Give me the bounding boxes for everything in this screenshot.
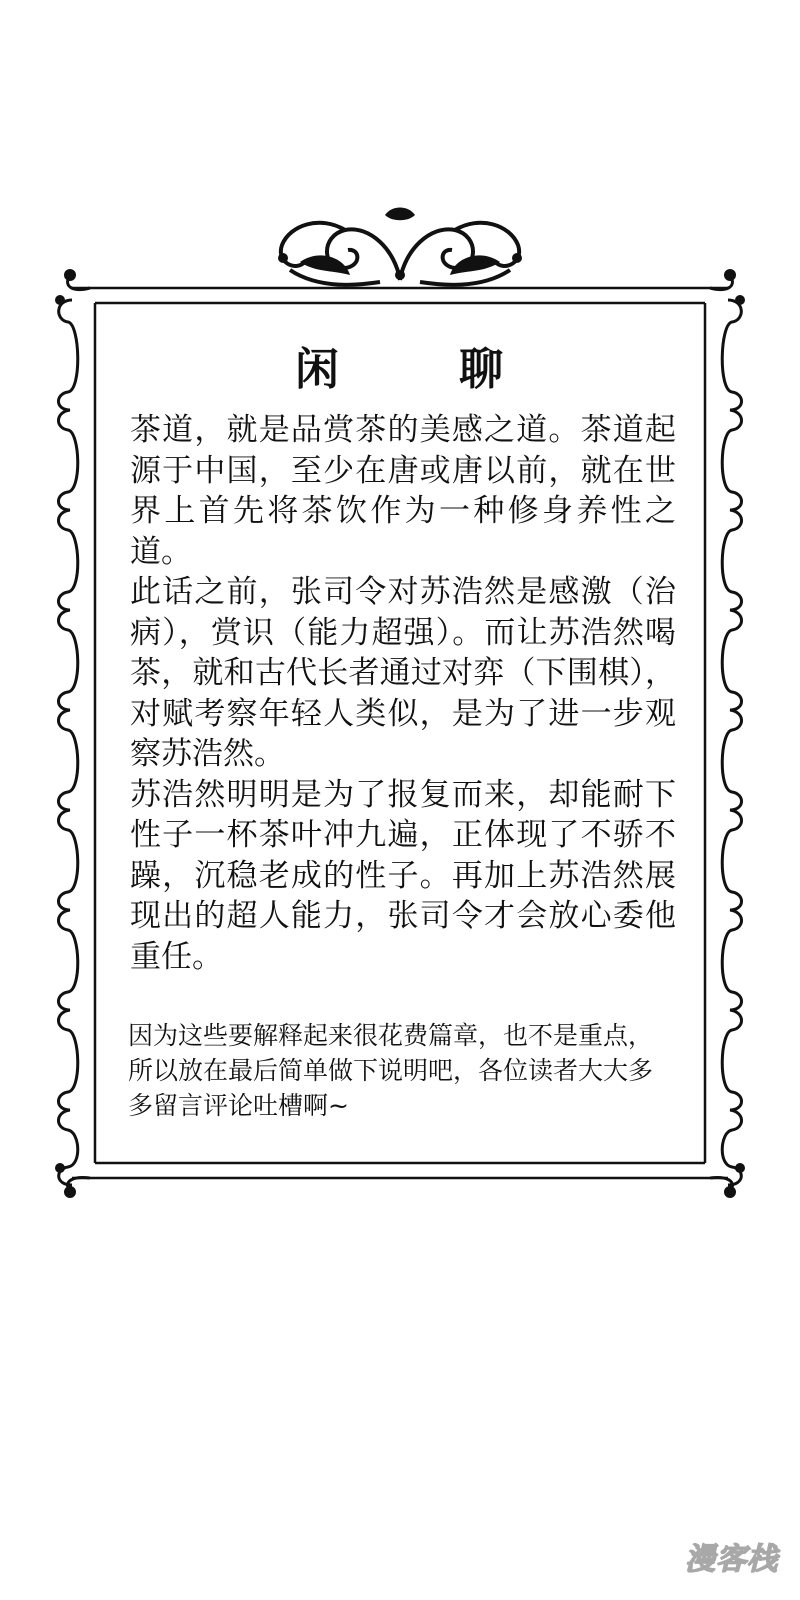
body-paragraph-2: 此话之前，张司令对苏浩然是感激（治病），赏识（能力超强）。而让苏浩然喝茶，就和古代长者通过对弈（下围棋），对赋考察年轻人类似，是为了进一步观察苏浩然。 bbox=[130, 574, 676, 772]
right-scroll-border bbox=[722, 300, 741, 1185]
title-char-1: 闲 bbox=[295, 344, 341, 395]
left-scroll-border bbox=[58, 300, 77, 1185]
watermark-logo: 漫客栈 bbox=[685, 1542, 778, 1577]
top-crest-ornament bbox=[278, 208, 522, 285]
title-char-2: 聊 bbox=[459, 344, 505, 395]
author-note bbox=[128, 1018, 673, 1123]
panel-title bbox=[0, 335, 800, 395]
body-paragraph-3: 苏浩然明明是为了报复而来，却能耐下性子一杯茶叶冲九遍，正体现了不骄不躁，沉稳老成的性子。再加上苏浩然展现出的超人能力，张司令才会放心委他重任。 bbox=[130, 776, 676, 975]
note-paragraph: 因为这些要解释起来很花费篇章，也不是重点，所以放在最后简单做下说明吧，各位读者大大多多留言评论吐槽啊~ bbox=[128, 1021, 654, 1120]
body-paragraph-1: 茶道，就是品赏茶的美感之道。茶道起源于中国，至少在唐或唐以前，就在世界上首先将茶饮作为一种修身养性之道。 bbox=[130, 412, 676, 570]
body-text bbox=[130, 410, 676, 977]
